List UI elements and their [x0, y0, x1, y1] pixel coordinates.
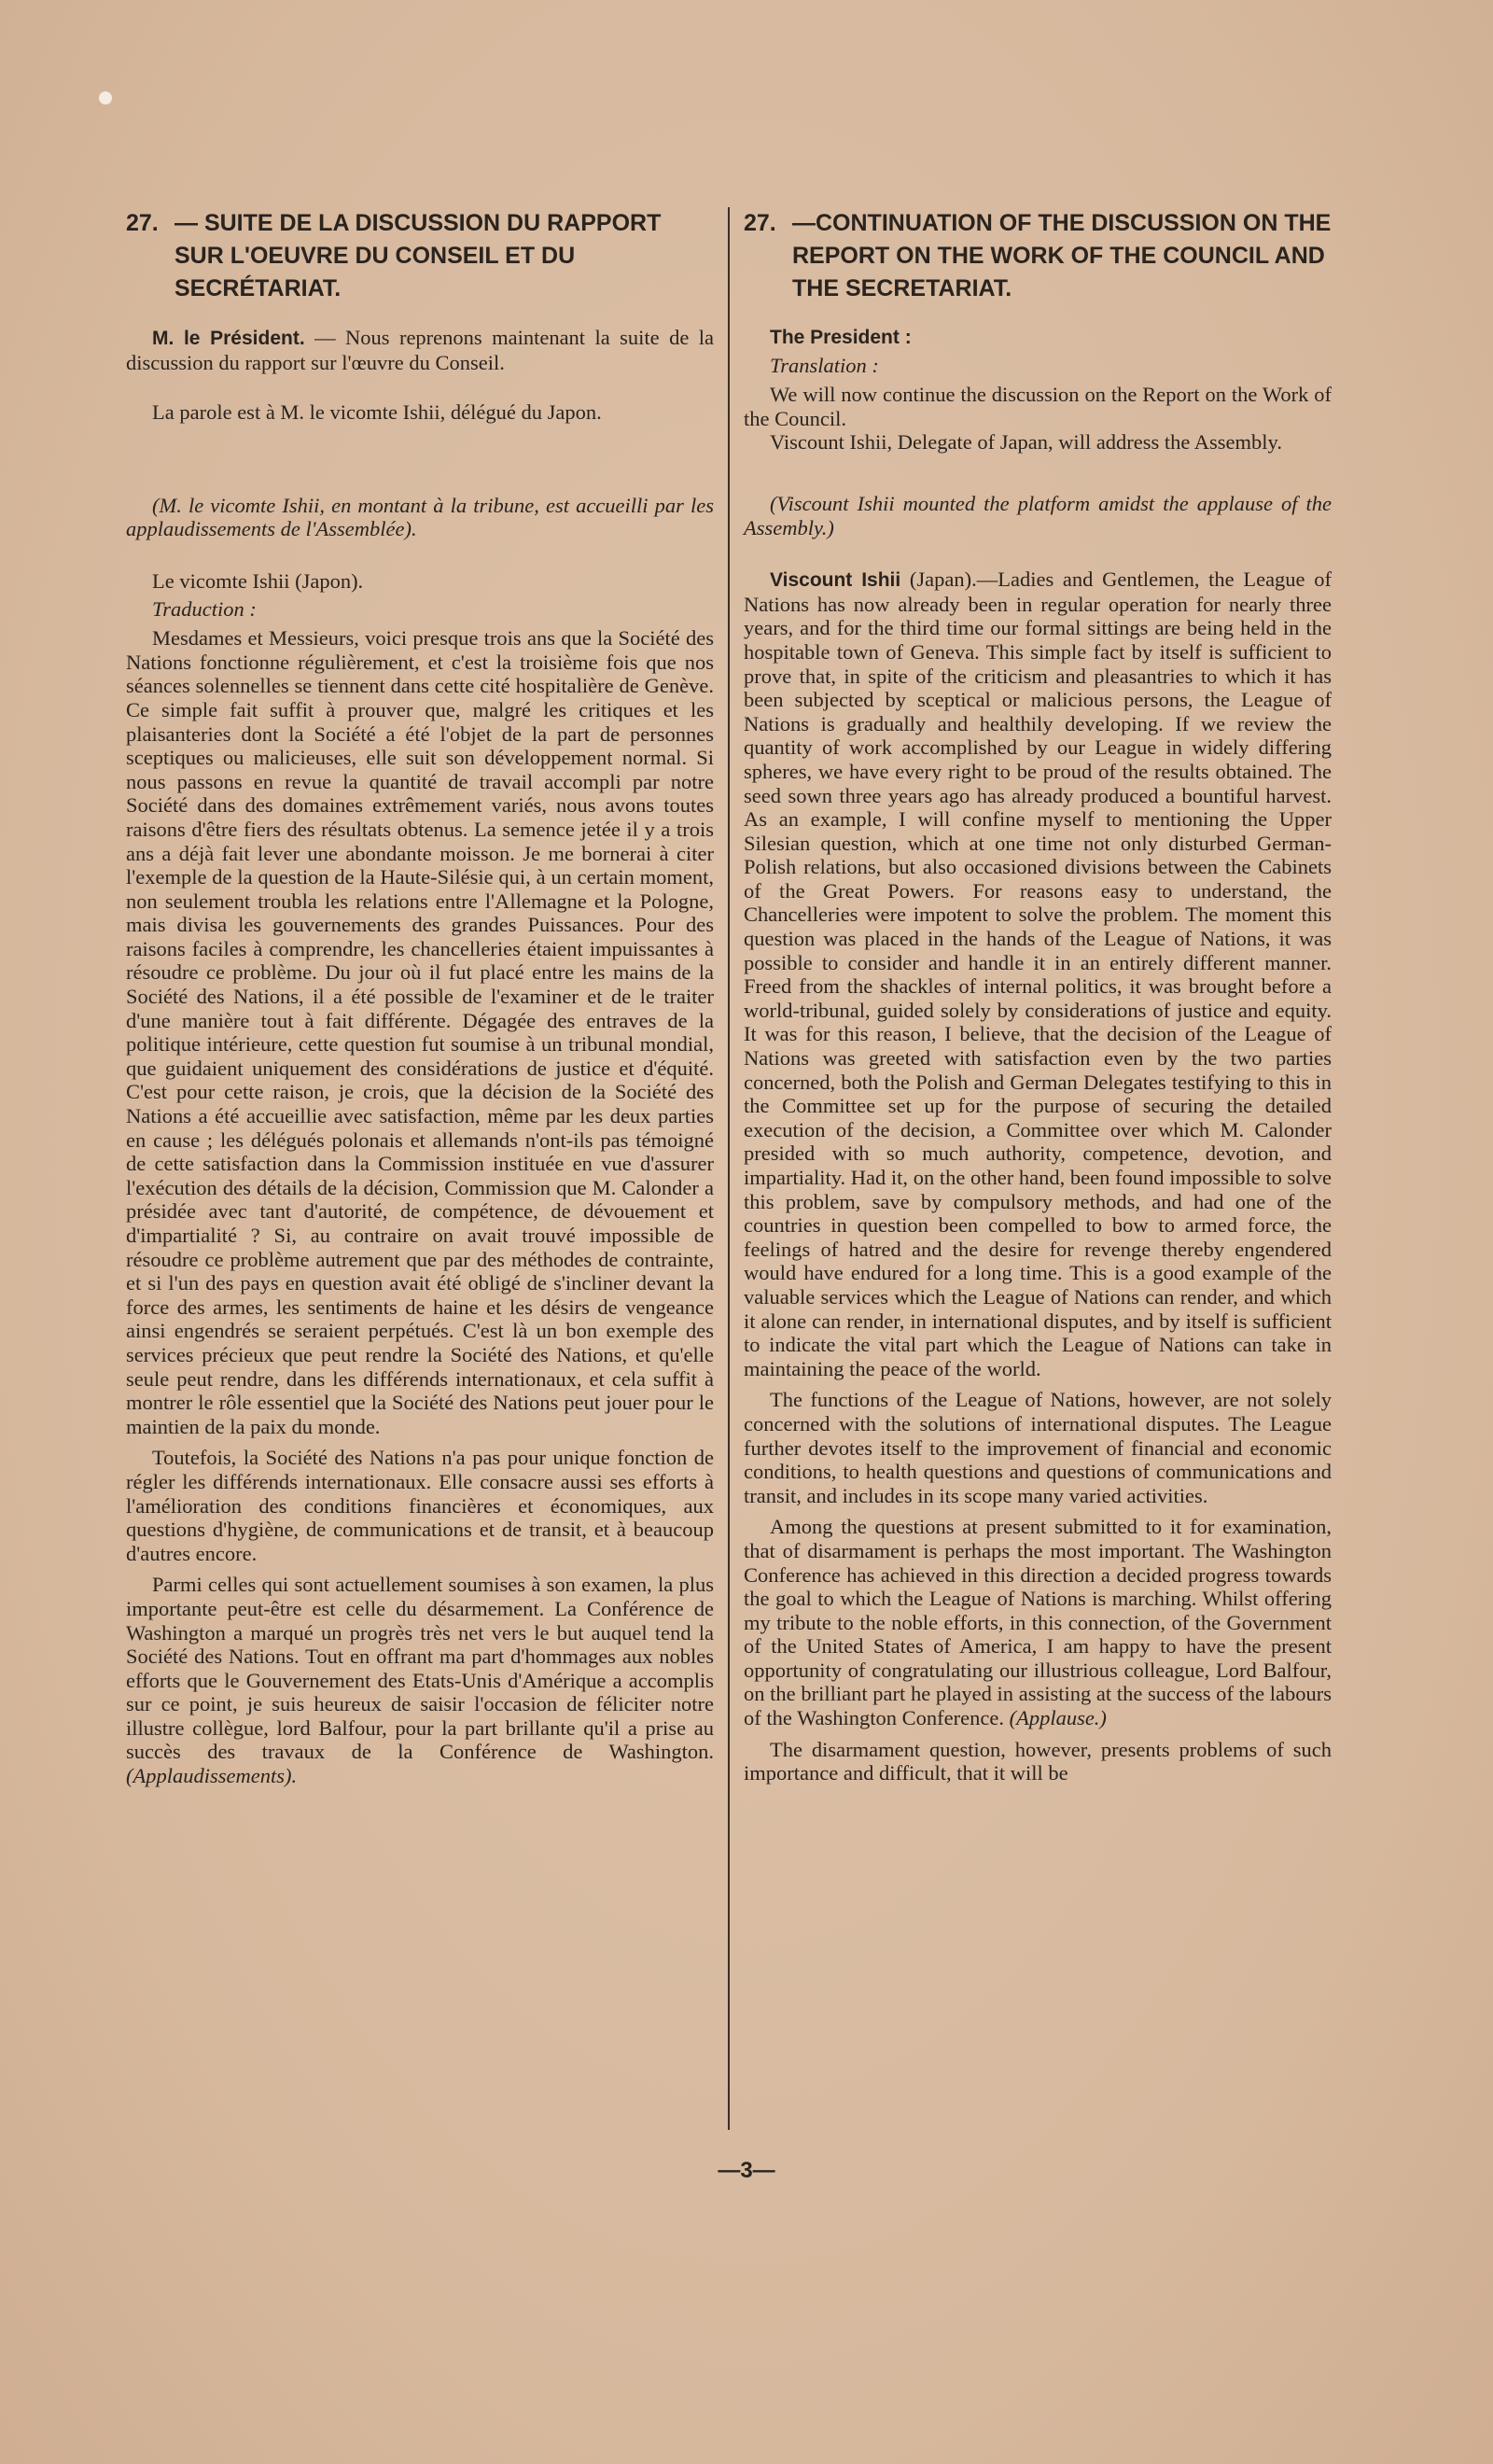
french-heading-number: 27.	[126, 210, 159, 236]
french-heading-text: — SUITE DE LA DISCUSSION DU RAPPORT SUR L'OEUVRE DU CONSEIL ET DU SECRÉTARIAT.	[174, 210, 662, 301]
spacer	[126, 382, 714, 400]
english-paragraph-2: The functions of the League of Nations, however, are not solely concerned with the solutions of international disputes. The League further devotes itself to the improvement of financial and economic conditions, to health questions and questions of communications and transit, and includes in its scope many varied activities.	[744, 1388, 1332, 1507]
english-stage-direction: (Viscount Ishii mounted the platform amidst the applause of the Assembly.)	[744, 491, 1332, 539]
french-speaker-label: Le vicomte Ishii (Japon).	[152, 568, 364, 593]
english-paragraph-3-text: Among the questions at present submitted to it for examination, that of disarmament is perhaps the most important. The Washington Conference has achieved in this direction a decided progress towards the goal to which the League of Nations is marching. Whilst offering my tribute to the noble efforts, in this connection, of the Government of the United States of America, I am happy to have the present opportunity of congratulating our illustrious colleague, Lord Balfour, on the brilliant part he played in assisting at the success of the labours of the Washington Conference.	[744, 1515, 1332, 1730]
punch-hole	[99, 91, 112, 105]
english-president-label: The President :	[770, 327, 912, 348]
page-number: —3—	[718, 2158, 775, 2183]
spacer	[744, 462, 1332, 475]
english-applause: (Applause.)	[1009, 1706, 1107, 1730]
french-floor-text: La parole est à M. le vicomte Ishii, délégué du Japon.	[152, 400, 602, 425]
french-president-text: — Nous reprenons maintenant la suite de la discussion du rapport sur l'œuvre du Conseil.	[126, 326, 714, 374]
english-speaker-label: Viscount Ishii	[770, 569, 901, 592]
french-applause: (Applaudissements).	[126, 1764, 298, 1788]
french-president-label: M. le Président.	[152, 328, 305, 349]
french-section-heading	[126, 207, 714, 305]
spacer	[126, 432, 714, 477]
french-paragraph-3-text: Parmi celles qui sont actuellement soumises à son examen, la plus importante peut-être est celle du désarmement. La Conférence de Washington a marqué un progrès très net vers le but auquel tend la Société des Nations. Tout en offrant ma part d'hommages aux nobles efforts que le Gouvernement des Etats-Unis d'Amérique a accomplis sur ce point, je suis heureux de saisir l'occasion de féliciter notre illustre collègue, lord Balfour, pour la part brillante qu'il a prise au succès des travaux de la Conférence de Washington.	[126, 1573, 714, 1764]
english-president-text: We will now continue the discussion on the Report on the Work of the Council.	[744, 383, 1332, 430]
french-translation-label: Traduction :	[152, 596, 257, 621]
english-translation-label: Translation :	[770, 353, 879, 377]
english-column	[744, 207, 1332, 1793]
english-floor-text: Viscount Ishii, Delegate of Japan, will address the Assembly.	[770, 430, 1282, 455]
french-column	[126, 207, 714, 1796]
english-heading-text: —CONTINUATION OF THE DISCUSSION ON THE REPORT ON THE WORK OF THE COUNCIL AND THE SECRETARIAT.	[792, 210, 1332, 301]
french-paragraph-1: Mesdames et Messieurs, voici presque trois ans que la Société des Nations fonctionne régulièrement, et c'est la troisième fois que nos séances solennelles se tiennent dans cette cité hospitalière de Genève. Ce simple fait suffit à prouver que, malgré les critiques et les plaisanteries dont la Société a été l'objet de la part de personnes sceptiques ou malicieuses, elle suit son développement normal. Si nous passons en revue la quantité de travail accompli par notre Société dans des domaines extrêmement variés, nous avons toutes raisons d'être fiers des résultats obtenus. La semence jetée il y a trois ans a déjà fait lever une abondante moisson. Je me bornerai à citer l'exemple de la question de la Haute-Silésie qui, à un certain moment, non seulement troubla les relations entre l'Allemagne et la Pologne, mais divisa les gouvernements des grandes Puissances. Pour des raisons faciles à comprendre, les chancelleries étaient impuissantes à résoudre ce problème. Du jour où il fut placé entre les mains de la Société des Nations, il a été possible de l'examiner et de le traiter d'une manière tout à fait différente. Dégagée des entraves de la politique intérieure, cette question fut soumise à un tribunal mondial, que guidaient uniquement des considérations de justice et d'équité. C'est pour cette raison, je crois, que la décision de la Société des Nations a été accueillie avec satisfaction, même par les deux parties en cause ; les délégués polonais et allemands n'ont-ils pas témoigné de cette satisfaction dans la Commission instituée en vue d'assurer l'exécution des détails de la décision, Commission que M. Calonder a présidée avec tant d'autorité, de compétence, de dévouement et d'impartialité ? Si, au contraire on avait trouvé impossible de résoudre ce problème autrement que par des méthodes de contrainte, et si l'un des pays en question avait été obligé de s'incliner devant la force des armes, les sentiments de haine et les désirs de vengeance ainsi engendrés se seraient perpétués. C'est là un bon exemple des services précieux que peut rendre la Société des Nations, et qu'elle seule peut rendre, dans les différends internationaux, et cela suffit à montrer le rôle essentiel que la Société des Nations peut jouer pour le maintien de la paix du monde.	[126, 626, 714, 1438]
english-section-heading	[744, 207, 1332, 305]
french-paragraph-3	[126, 1573, 714, 1787]
french-president-statement	[126, 326, 714, 374]
english-paragraph-3	[744, 1515, 1332, 1729]
column-divider	[728, 207, 730, 2130]
english-heading-number: 27.	[744, 210, 776, 236]
french-stage-direction: (M. le vicomte Ishii, en montant à la tribune, est accueilli par les applaudissements de l'Assemblée).	[126, 493, 714, 541]
english-paragraph-1	[744, 567, 1332, 1380]
english-paragraph-4: The disarmament question, however, presents problems of such importance and difficult, that it will be	[744, 1737, 1332, 1785]
french-paragraph-2: Toutefois, la Société des Nations n'a pas pour unique fonction de régler les différends internationaux. Elle consacre aussi ses efforts à l'amélioration des conditions financières et économiques, aux questions d'hygiène, de communications et de transit, et à beaucoup d'autres encore.	[126, 1446, 714, 1565]
english-paragraph-1-text: (Japan).—Ladies and Gentlemen, the League of Nations has now already been in regular operation for nearly three years, and for the third time our formal sittings are being held in the hospitable town of Geneva. This simple fact by itself is sufficient to prove that, in spite of the criticism and pleasantries to which it has been subjected by sceptical or malicious persons, the League of Nations is gradually and healthily developing. If we review the quantity of work accomplished by our League in widely differing spheres, we have every right to be proud of the results obtained. The seed sown three years ago has already produced a bountiful harvest. As an example, I will confine myself to mentioning the Upper Silesian question, which at one time not only disturbed German-Polish relations, but also occasioned divisions between the Cabinets of the Great Powers. For reasons easy to understand, the Chancelleries were impotent to solve the problem. The moment this question was placed in the hands of the League of Nations, it was possible to consider and handle it in an entirely different manner. Freed from the shackles of internal politics, it was brought before a world-tribunal, guided solely by considerations of justice and equity. It was for this reason, I believe, that the decision of the League of Nations was greeted with satisfaction even by the two parties concerned, both the Polish and German Delegates testifying to this in the Committee set up for the purpose of securing the detailed execution of the decision, a Committee over which M. Calonder presided with so much authority, competence, devotion, and impartiality. Had it, on the other hand, been found impossible to solve this problem, save by compulsory methods, and had one of the countries in question been compelled to bow to armed force, the feelings of hatred and the desire for revenge thereby engendered would have endured for a long time. This is a good example of the valuable services which the League of Nations can render, and which it alone can render, in international disputes, and by itself is sufficient to indicate the vital part which the League of Nations can take in maintaining the peace of the world.	[744, 567, 1332, 1380]
